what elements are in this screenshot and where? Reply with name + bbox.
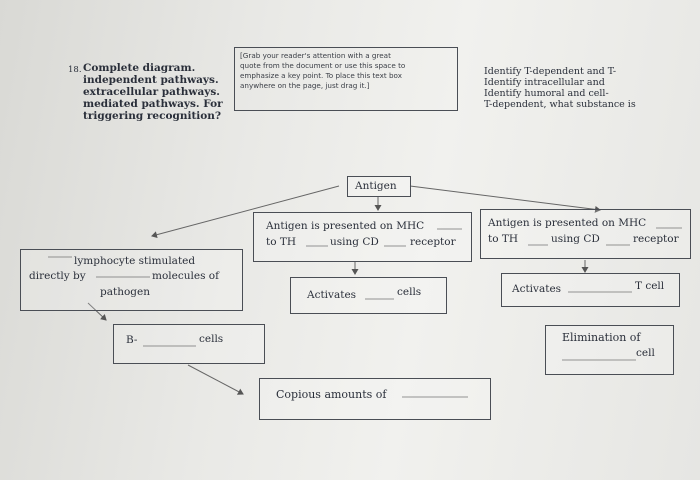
question-line-1: Complete diagram. <box>83 62 196 74</box>
arrow-b-to-copious <box>188 365 243 394</box>
lymphocyte-pathogen: pathogen <box>100 286 150 298</box>
question-number: 18. <box>68 65 82 75</box>
side-note-line-3: Identify humoral and cell- <box>484 88 609 99</box>
elimination-line2: cell <box>636 347 655 359</box>
copious-label: Copious amounts of <box>276 388 387 401</box>
activates-tcell-label-a: Activates <box>512 283 562 295</box>
side-note-line-2: Identify intracellular and <box>484 77 605 88</box>
mhc-left-using-cd: using CD <box>330 236 379 248</box>
activates-cells-label-a: Activates <box>307 289 357 301</box>
lymphocyte-molecules-of: molecules of <box>152 270 219 282</box>
bcells-label-a: B- <box>126 334 138 346</box>
mhc-right-to-th: to TH <box>488 233 519 245</box>
elimination-line1: Elimination of <box>562 331 641 344</box>
question-line-2: independent pathways. <box>83 74 219 86</box>
lymphocyte-directly-by: directly by <box>29 270 86 282</box>
pull-quote-line-2: quote from the document or use this space to <box>240 61 406 70</box>
antigen-label: Antigen <box>355 180 397 192</box>
question-line-4: mediated pathways. For <box>83 98 223 110</box>
mhc-left-to-th: to TH <box>266 236 297 248</box>
side-note-line-1: Identify T-dependent and T- <box>484 66 617 77</box>
question-line-5: triggering recognition? <box>83 110 222 122</box>
mhc-right-using-cd: using CD <box>551 233 600 245</box>
mhc-right-receptor: receptor <box>633 233 679 245</box>
activates-tcell-label-b: T cell <box>635 280 665 292</box>
activates-cells-label-b: cells <box>397 286 422 298</box>
question-line-3: extracellular pathways. <box>83 86 220 98</box>
lymphocyte-line1: lymphocyte stimulated <box>74 255 196 267</box>
pull-quote-line-3: emphasize a key point. To place this text box <box>240 71 402 80</box>
mhc-left-receptor: receptor <box>410 236 456 248</box>
side-note-line-4: T-dependent, what substance is <box>484 99 636 110</box>
mhc-right-line1: Antigen is presented on MHC <box>488 217 647 229</box>
line-antigen-right <box>410 186 600 210</box>
bcells-label-b: cells <box>199 333 224 345</box>
mhc-left-line1: Antigen is presented on MHC <box>266 220 425 232</box>
pull-quote-line-1: [Grab your reader's attention with a great <box>240 51 391 60</box>
pull-quote-line-4: anywhere on the page, just drag it.] <box>240 81 370 90</box>
